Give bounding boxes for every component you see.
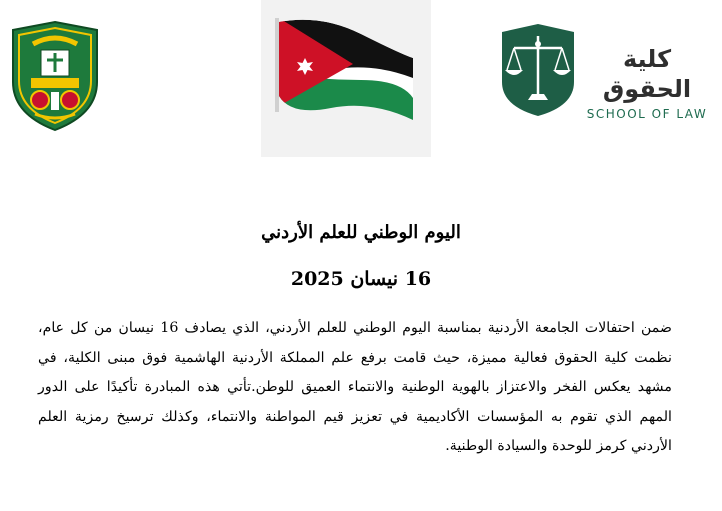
scales-of-justice-icon	[500, 22, 576, 118]
article-title: اليوم الوطني للعلم الأردني	[261, 222, 461, 243]
university-logo	[11, 20, 99, 132]
flag-image	[261, 0, 431, 157]
school-name-english: SCHOOL OF LAW	[586, 107, 708, 121]
article-date: 16 نيسان 2025	[290, 268, 432, 290]
school-of-law-logo	[500, 22, 710, 121]
school-name-arabic: كلية الحقوق	[602, 45, 692, 103]
jordan-flag-icon	[261, 0, 431, 157]
page-header	[0, 0, 722, 160]
jordan-university-shield-icon	[11, 20, 99, 132]
article-body: ضمن احتفالات الجامعة الأردنية بمناسبة اليوم الوطني للعلم الأردني، الذي يصادف 16 نيسان من كل عام، نظمت كلية الحقوق فعالية مميزة، حيث قامت برفع علم المملكة الأردنية الهاشمية فوق مبنى الكلية، في مشهد يعكس الفخر والاعتزاز بالهوية الوطنية والانتماء العميق للوطن.تأتي هذه المبادرة تأكيدًا على الدور المهم الذي تقوم به المؤسسات الأكاديمية في تعزيز قيم المواطنة والانتماء، وكذلك ترسيخ رمزية العلم الأردني كرمز للوحدة والسيادة الوطنية.	[38, 320, 673, 454]
school-name-block	[584, 44, 710, 122]
